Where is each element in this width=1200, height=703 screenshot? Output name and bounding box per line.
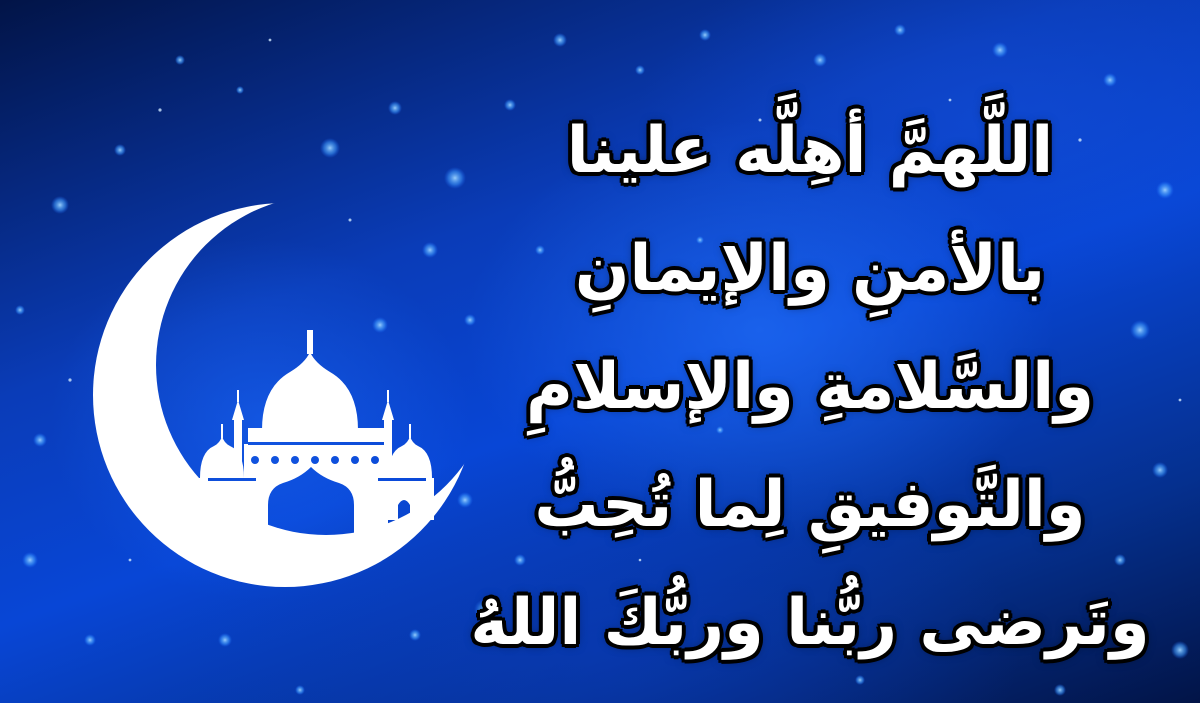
greeting-verse xyxy=(460,92,1160,682)
greeting-line-5: وتَرضى ربُّنا وربُّكَ اللهُ xyxy=(470,586,1150,660)
greeting-line-2: بالأمنِ والإيمانِ xyxy=(574,232,1046,306)
greeting-line-4: والتَّوفيقِ لِما تُحِبُّ xyxy=(534,468,1086,542)
greeting-line-3: والسَّلامةِ والإسلامِ xyxy=(526,350,1094,424)
greeting-line-1: اللَّهمَّ أهِلَّه علينا xyxy=(566,114,1054,188)
